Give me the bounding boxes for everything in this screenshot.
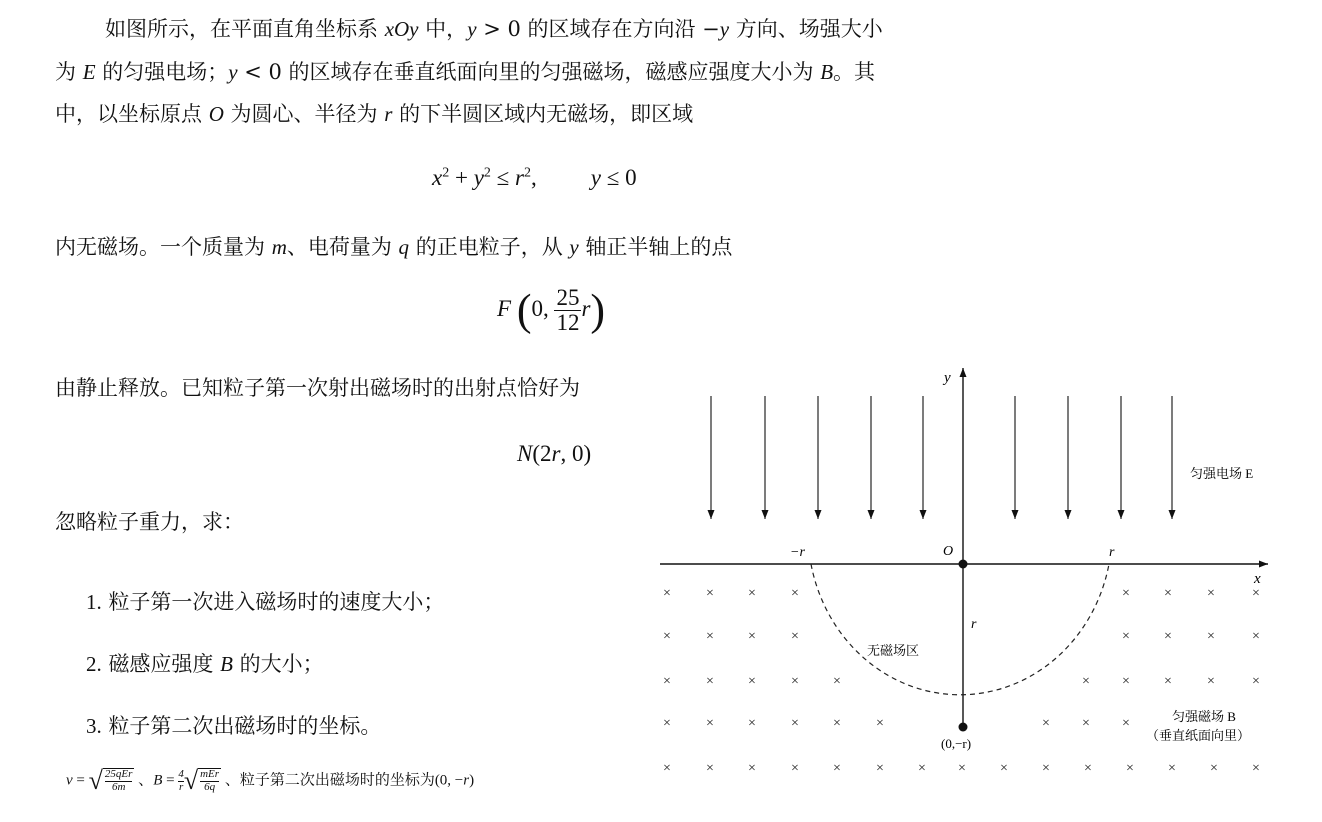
field-cross: × bbox=[791, 629, 799, 644]
bottom-point bbox=[959, 723, 968, 732]
field-cross: × bbox=[1122, 716, 1130, 731]
field-cross: × bbox=[1122, 629, 1130, 644]
problem-line-6: 忽略粒子重力，求： bbox=[55, 510, 244, 534]
field-cross: × bbox=[706, 586, 714, 601]
field-cross: × bbox=[876, 716, 884, 731]
problem-line-3: 中，以坐标原点 O 为圆心、半径为 r 的下半圆区域内无磁场，即区域 bbox=[55, 102, 694, 126]
field-cross: × bbox=[1164, 629, 1172, 644]
question-1: 1. 粒子第一次进入磁场时的速度大小； bbox=[86, 590, 445, 614]
field-cross: × bbox=[1042, 716, 1050, 731]
field-cross: × bbox=[791, 586, 799, 601]
field-cross: × bbox=[663, 674, 671, 689]
field-cross: × bbox=[791, 716, 799, 731]
fraction-25-12: $\frac{25}{12}$ bbox=[556, 285, 580, 336]
bottom-point-label: (0,−r) bbox=[941, 736, 972, 751]
problem-line-4: 内无磁场。一个质量为 m、电荷量为 q 的正电粒子，从 y 轴正半轴上的点 bbox=[55, 235, 733, 259]
field-cross: × bbox=[1000, 761, 1008, 776]
field-cross: × bbox=[706, 761, 714, 776]
radius-label: r bbox=[971, 617, 977, 632]
field-cross: × bbox=[663, 761, 671, 776]
field-cross: × bbox=[1207, 586, 1215, 601]
equation-region: $x^2 + y^2 \le r^2$, y ≤ 0 bbox=[432, 165, 637, 190]
field-cross: × bbox=[748, 586, 756, 601]
field-cross: × bbox=[1164, 586, 1172, 601]
field-cross: × bbox=[1082, 674, 1090, 689]
field-cross: × bbox=[748, 674, 756, 689]
field-cross: × bbox=[663, 629, 671, 644]
field-cross: × bbox=[1168, 761, 1176, 776]
question-3: 3. 粒子第二次出磁场时的坐标。 bbox=[86, 714, 382, 738]
neg-r-label: −r bbox=[790, 545, 805, 560]
field-cross: × bbox=[1252, 586, 1260, 601]
field-cross: × bbox=[833, 761, 841, 776]
problem-line-2: 为 E 的匀强电场；y < 0 的区域存在垂直纸面向里的匀强磁场，磁感应强度大小为 B。其 bbox=[55, 60, 876, 84]
field-cross: × bbox=[1207, 629, 1215, 644]
electric-field-label: 匀强电场 E bbox=[1190, 466, 1254, 481]
field-cross: × bbox=[706, 716, 714, 731]
field-cross: × bbox=[1252, 761, 1260, 776]
field-cross: × bbox=[1122, 586, 1130, 601]
field-cross: × bbox=[663, 586, 671, 601]
sqrt-field: √ $\frac{\text{mEr}}{6q}$ bbox=[183, 766, 220, 795]
field-cross: × bbox=[1210, 761, 1218, 776]
problem-line-1: 如图所示，在平面直角坐标系 xOy 中，y > 0 的区域存在方向沿 −y 方向、场强大小 bbox=[105, 17, 883, 41]
field-cross: × bbox=[791, 761, 799, 776]
field-cross: × bbox=[748, 761, 756, 776]
field-cross: × bbox=[833, 674, 841, 689]
field-cross: × bbox=[1042, 761, 1050, 776]
field-cross: × bbox=[1122, 674, 1130, 689]
field-cross: × bbox=[1252, 674, 1260, 689]
equation-point-N: N(2r, 0) bbox=[517, 441, 592, 466]
origin-label: O bbox=[943, 544, 954, 559]
field-cross: × bbox=[1252, 629, 1260, 644]
field-cross: × bbox=[706, 674, 714, 689]
equation-point-F: F (0, $\frac{25}{12}$ r) bbox=[497, 285, 606, 336]
field-cross: × bbox=[663, 716, 671, 731]
field-cross: × bbox=[833, 716, 841, 731]
problem-line-5: 由静止释放。已知粒子第一次射出磁场时的出射点恰好为 bbox=[55, 376, 580, 400]
field-cross: × bbox=[1207, 674, 1215, 689]
fraction-4-r: $\frac{4}{r}$ bbox=[178, 767, 184, 793]
origin-point bbox=[959, 560, 968, 569]
field-cross: × bbox=[1084, 761, 1092, 776]
field-cross: × bbox=[791, 674, 799, 689]
y-axis-label: y bbox=[944, 370, 951, 386]
no-field-label: 无磁场区 bbox=[867, 643, 920, 658]
sqrt-velocity: √ $\frac{\text{25qEr}}{6m}$ bbox=[88, 766, 133, 795]
field-cross: × bbox=[958, 761, 966, 776]
question-2: 2. 磁感应强度 B 的大小； bbox=[86, 652, 324, 676]
field-cross: × bbox=[748, 629, 756, 644]
magnetic-field-label: 匀强磁场 B bbox=[1172, 709, 1236, 724]
field-cross: × bbox=[876, 761, 884, 776]
field-cross: × bbox=[706, 629, 714, 644]
electric-field-arrows bbox=[711, 396, 1172, 519]
field-cross: × bbox=[1082, 716, 1090, 731]
answer-line: v = √ $\frac{\text{25qEr}}{6m}$ 、B = $\frac{4}{r}√$ $\frac{\text{mEr}}{6q}$ 、粒子第二次出磁场时的坐标为(0, −r) bbox=[66, 766, 475, 795]
field-cross: × bbox=[918, 761, 926, 776]
x-axis-label: x bbox=[1254, 571, 1261, 587]
field-cross: × bbox=[1164, 674, 1172, 689]
field-cross: × bbox=[748, 716, 756, 731]
pos-r-label: r bbox=[1109, 545, 1115, 560]
no-field-boundary bbox=[811, 564, 1109, 695]
magnetic-direction-label: （垂直纸面向里） bbox=[1146, 728, 1251, 743]
field-cross: × bbox=[1126, 761, 1134, 776]
